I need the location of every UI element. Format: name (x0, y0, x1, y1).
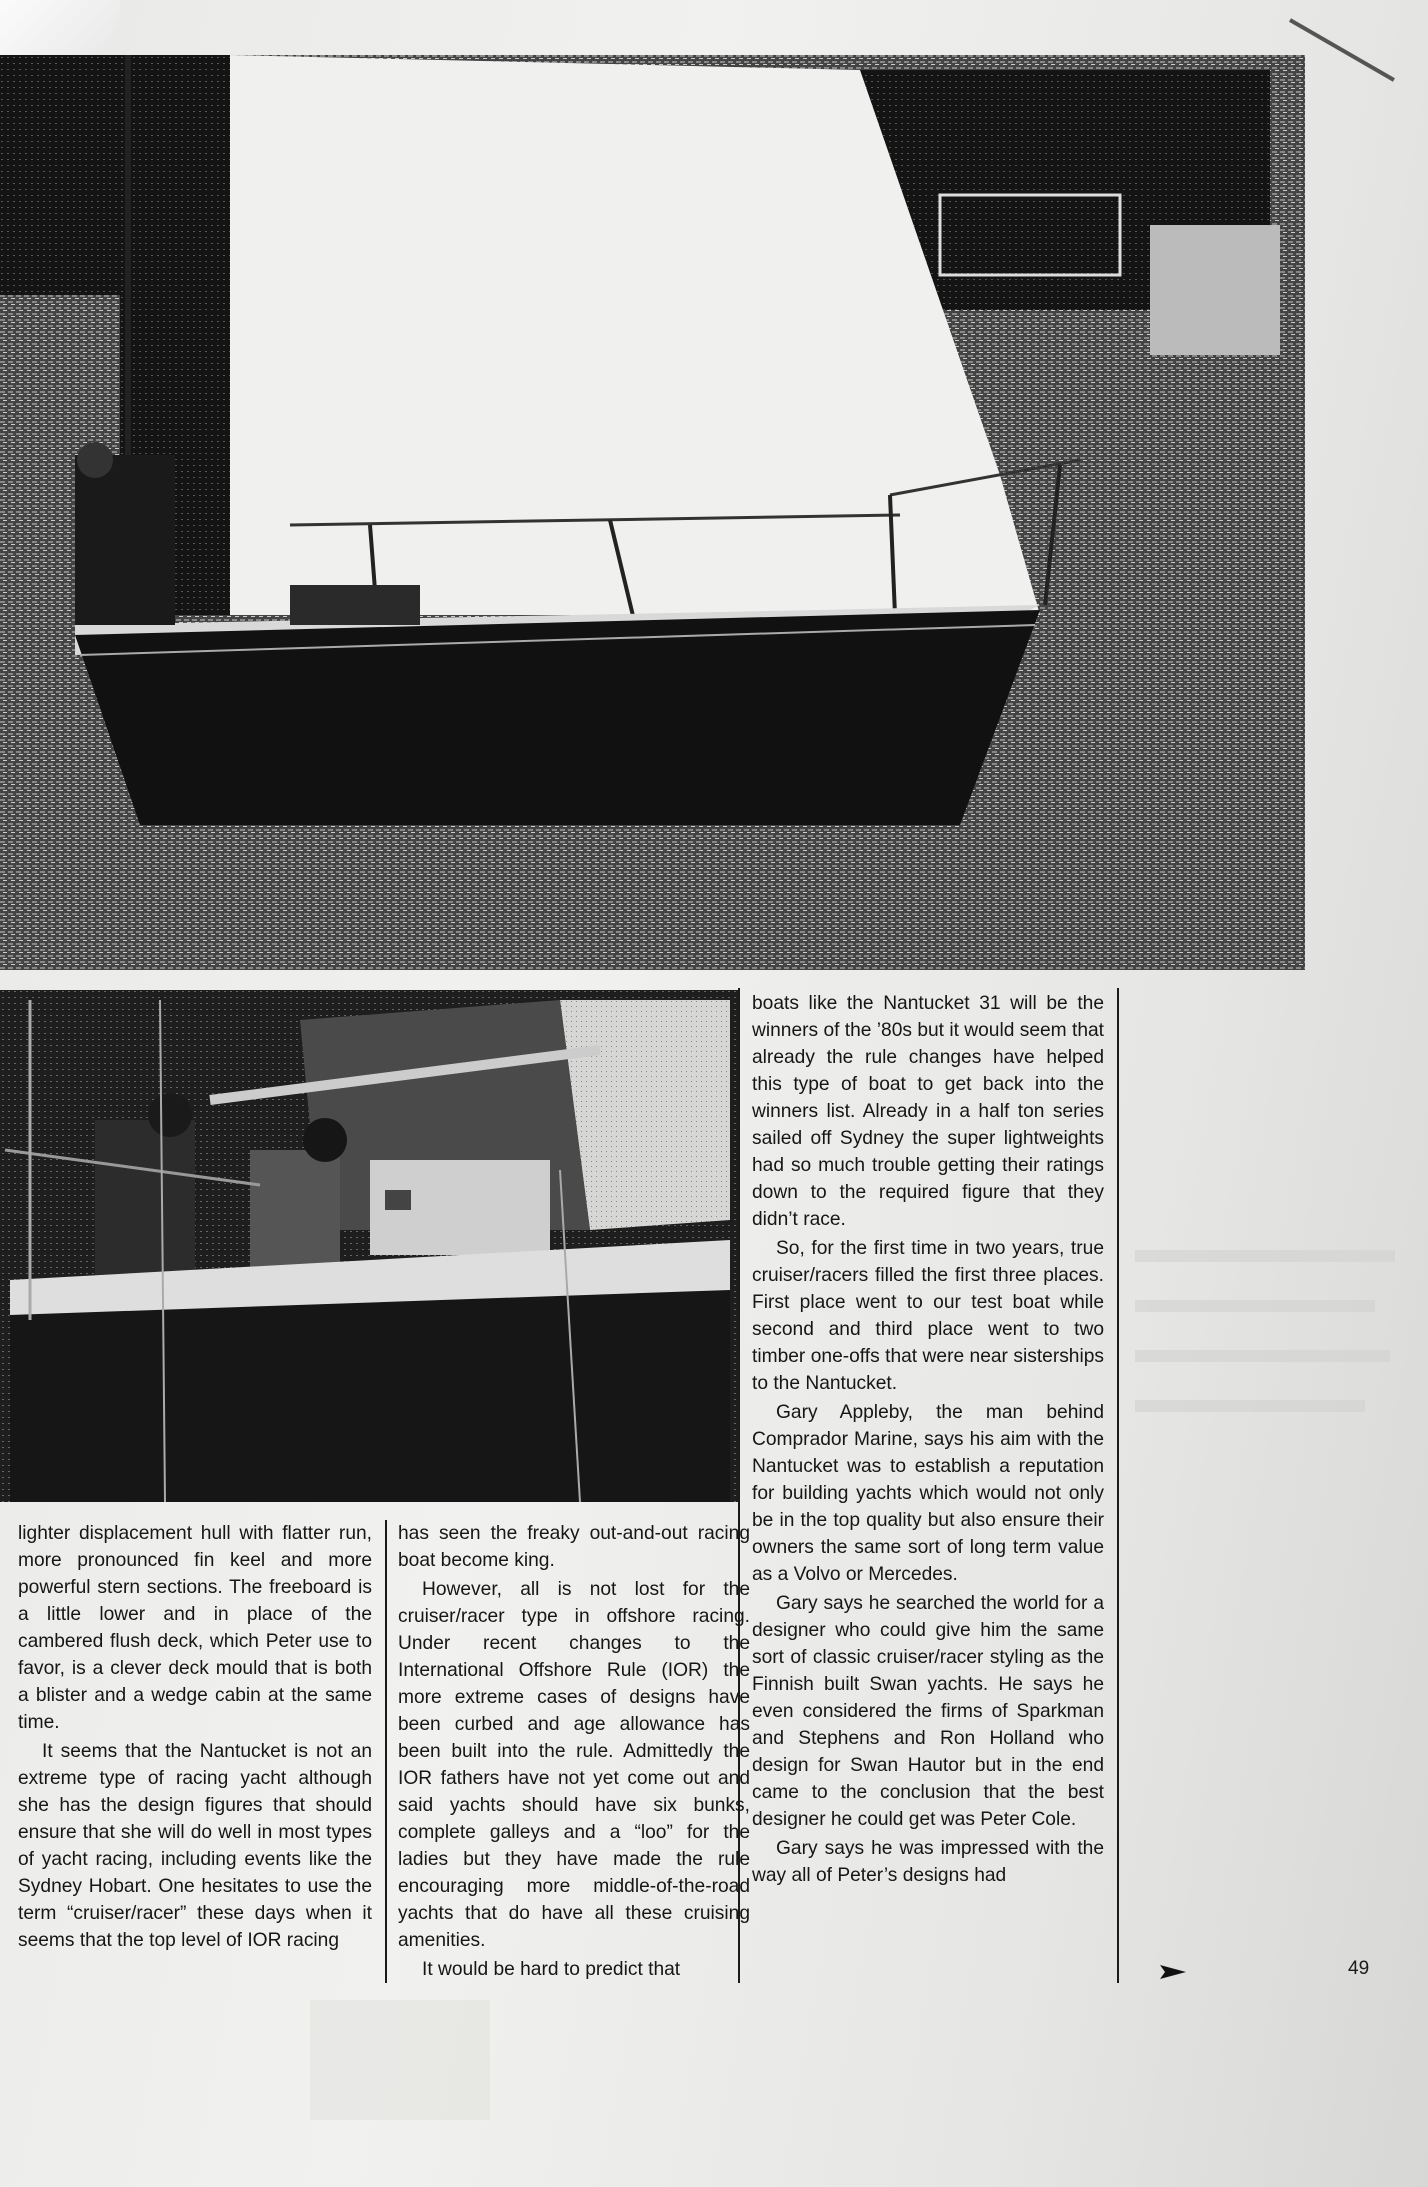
bleed-through (1135, 1300, 1375, 1312)
article-column-3 (752, 990, 1104, 1889)
paragraph: However, all is not lost for the cruiser/racer type in offshore racing. Under recent changes to the International Offshore Rule (IOR) the more extreme cases of designs have been curbed and age allowance has been built into the rule. Admittedly the IOR fathers have not yet come out and said yachts should have six bunks, complete galleys and a “loo” for the ladies but they have made the rule encouraging more middle-of-the-road yachts that do have all these cruising amenities. (398, 1579, 750, 1951)
paragraph: It seems that the Nantucket is not an extreme type of racing yacht although she has the design figures that should ensure that she will do well in most types of yacht racing, including events like the Sydney Hobart. One hesitates to use the term “cruiser/racer” these days when it seems that the top level of IOR racing (18, 1741, 372, 1951)
continue-arrow-icon (1160, 1965, 1186, 1979)
bleed-through (310, 2000, 490, 2120)
paragraph: Gary says he searched the world for a designer who could give him the same sort of classic cruiser/racer styling as the Finnish built Swan yachts. He says he even considered the firms of Sparkman and Stephens and Ron Holland who design for Swan Hautor but in the end came to the conclusion that the best designer he could get was Peter Cole. (752, 1593, 1104, 1830)
column-rule (1117, 988, 1119, 1983)
sailboat-bow-photo (0, 55, 1305, 970)
paragraph: boats like the Nantucket 31 will be the winners of the ’80s but it would seem that already the rule changes have helped this type of boat to get back into the winners list. Already in a half ton series sailed off Sydney the super lightweights had so much trouble getting their ratings down to the required figure that they didn’t race. (752, 993, 1104, 1230)
paragraph: lighter displacement hull with flatter run, more pronounced fin keel and more powerful stern sections. The freeboard is a little lower and in place of the cambered flush deck, which Peter use to favor, is a clever deck mould that is both a blister and a wedge cabin at the same time. (18, 1523, 372, 1733)
column-rule (385, 1520, 387, 1983)
article-column-1 (18, 1520, 372, 1954)
paragraph: So, for the first time in two years, true cruiser/racers filled the first three places. First place went to our test boat while second and third place went to two timber one-offs that were near sisterships to the Nantucket. (752, 1238, 1104, 1394)
paragraph: has seen the freaky out-and-out racing boat become king. (398, 1523, 750, 1571)
bleed-through (1135, 1400, 1365, 1412)
article-column-2 (398, 1520, 750, 1983)
paragraph: It would be hard to predict that (422, 1959, 681, 1980)
bleed-through (1135, 1350, 1390, 1362)
paragraph: Gary Appleby, the man behind Comprador Marine, says his aim with the Nantucket was to establish a reputation for building yachts which would not only be in the top quality but also ensure their owners the same sort of long term value as a Volvo or Mercedes. (752, 1402, 1104, 1585)
sailboat-cockpit-photo (0, 990, 738, 1502)
bleed-through (1135, 1250, 1395, 1262)
page-number: 49 (1348, 1958, 1370, 1979)
paragraph: Gary says he was impressed with the way all of Peter’s designs had (752, 1838, 1104, 1886)
